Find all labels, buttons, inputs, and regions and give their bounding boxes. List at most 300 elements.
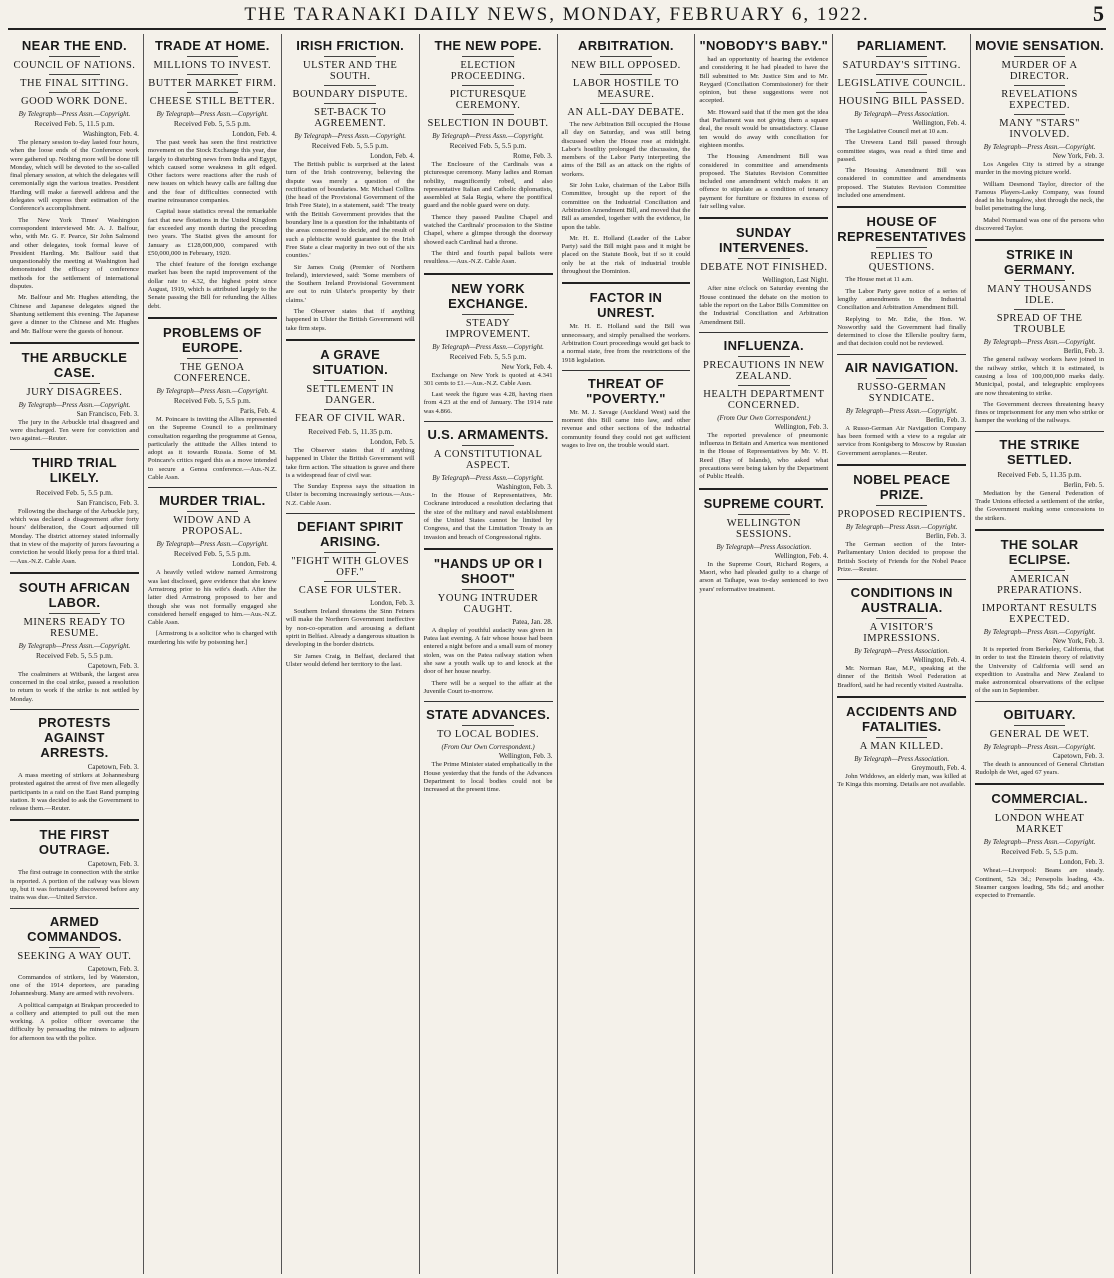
article-paragraph: The House met at 11 a.m. xyxy=(845,276,913,284)
article-headline: A GRAVE SITUATION. xyxy=(312,346,389,377)
article-subheadline: BUTTER MARKET FIRM. xyxy=(148,78,277,89)
article-subheadline: SEEKING A WAY OUT. xyxy=(17,950,132,962)
article-byline: By Telegraph—Press Association. xyxy=(854,110,950,118)
article xyxy=(699,38,828,211)
article-paragraph: had an opportunity of hearing the evidence and considering it he had pleaded to have the Bill submitted to Mr. Justice Sim and to Mr. Reygard (Conciliation Commissioner) for their opinion, but these suggestions were not accepted. xyxy=(699,56,829,105)
article-subheadline: GOOD WORK DONE. xyxy=(21,96,128,107)
dateline: Capetown, Feb. 3. xyxy=(87,661,139,670)
article-paragraph: The third and fourth papal ballots were resultless.—Aus.-N.Z. Cable Assn. xyxy=(423,249,553,266)
newspaper-title: THE TARANAKI DAILY NEWS, MONDAY, FEBRUARY 6, 1922. xyxy=(244,4,870,25)
article-byline: By Telegraph—Press Assn.—Copyright. xyxy=(18,641,131,650)
article-paragraph: The jury in the Arbuckle trial disagreed and were discharged. Ten were for conviction and two against.—Reuter. xyxy=(10,418,139,443)
article-headline: FACTOR IN UNREST. xyxy=(589,290,663,321)
article-paragraph: Thence they passed Pauline Chapel and watched the Cardinals' procession to the Sistine Chapel, where a glimpse through the doorway showed each Cardinal had a throne. xyxy=(423,213,553,246)
article-paragraph: There will be a sequel to the affair at the Juvenile Court to-morrow. xyxy=(423,679,553,695)
article-subheadline: CHEESE STILL BETTER. xyxy=(149,96,276,107)
headline-rule xyxy=(49,56,101,57)
dateline: Wellington, Feb. 4. xyxy=(774,551,829,560)
headline-rule xyxy=(49,383,101,384)
dateline: New York, Feb. 4. xyxy=(501,362,553,371)
article-subheadline: PROPOSED RECIPIENTS. xyxy=(837,508,966,520)
article-headline: INFLUENZA. xyxy=(723,337,804,353)
article-subheadline: A CONSTITUTIONAL ASPECT. xyxy=(433,449,543,472)
article-headline: ARBITRATION. xyxy=(578,38,674,53)
article-paragraph: Replying to Mr. Edie, the Hon. W. Nosworthy said the Government had finally determined to close the Ellerslie poultry farm, and that decision could not be reviewed. xyxy=(837,315,967,348)
received-time: Received Feb. 5, 11.35 p.m. xyxy=(308,426,393,436)
article-headline: THE STRIKE SETTLED. xyxy=(999,436,1080,467)
article-headline: HOUSE OF REPRESENTATIVES xyxy=(837,214,967,245)
dateline: Berlin, Feb. 3. xyxy=(1063,347,1104,356)
column-2 xyxy=(144,34,282,1274)
article-paragraph: Los Angeles City is stirred by a strange murder in the moving picture world. xyxy=(975,161,1104,177)
article-separator xyxy=(562,370,691,371)
article-subheadline: ULSTER AND THE SOUTH. xyxy=(303,60,398,82)
dateline: London, Feb. 3. xyxy=(370,599,415,608)
column-8 xyxy=(971,34,1108,1274)
article xyxy=(10,350,139,444)
dateline: London, Feb. 3. xyxy=(1059,858,1104,867)
article-paragraph: William Desmond Taylor, director of the Famous Players-Lasky Company, was found dead in his bungalow, shot through the neck, the bullet penetrating the lung. xyxy=(975,180,1104,213)
article-subheadline: HOUSING BILL PASSED. xyxy=(838,96,965,107)
article-subheadline: TO LOCAL BODIES. xyxy=(436,729,540,741)
article-subheadline: RUSSO-GERMAN SYNDICATE. xyxy=(857,381,947,404)
article-paragraph: Sir James Craig, in Belfast, declared that Ulster would defend her territory to the last. xyxy=(285,652,415,668)
article xyxy=(975,38,1104,233)
article xyxy=(148,493,277,647)
article-headline: THE ARBUCKLE CASE. xyxy=(21,349,128,380)
article xyxy=(975,537,1104,696)
article-paragraph: The past week has seen the first restrictive movement on the Stock Exchange this year, due largely to disturbing news from India and Egypt, which caused some weakness in gilt edged. Other factors were reactions after the rush of new issues on which heavy calls are falling due and the fear of difficulties connected with marine reinsurance companies. xyxy=(147,139,277,205)
headline-rule xyxy=(738,356,790,357)
dateline: Berlin, Feb. 3. xyxy=(925,415,967,424)
headline-rule xyxy=(187,92,239,93)
article-separator xyxy=(10,572,139,574)
article-paragraph: Exchange on New York is quoted at 4.341 301 cents to £1.—Aus.-N.Z. Cable Assn. xyxy=(423,371,553,387)
article-paragraph: A display of youthful audacity was given in Patea last evening. A fair whose house had been entered a night before and a small sum of money stolen, was on the Patea railway station when she saw a youth walk up to and knock at the door of her house nearby. xyxy=(423,626,553,676)
article-separator xyxy=(10,449,139,450)
article-subheadline: SELECTION IN DOUBT. xyxy=(427,118,549,129)
headline-rule xyxy=(1014,809,1066,810)
article-separator xyxy=(837,354,966,355)
article xyxy=(837,360,966,458)
headline-rule xyxy=(1014,85,1066,86)
headline-rule xyxy=(462,85,514,86)
headline-rule xyxy=(600,103,652,104)
article-byline: By Telegraph—Press Assn.—Copyright. xyxy=(156,386,269,395)
article-separator xyxy=(148,317,277,319)
dateline: Wellington, Feb. 4. xyxy=(912,119,967,127)
article-subheadline: AN ALL-DAY DEBATE. xyxy=(567,107,685,118)
article-headline: STATE ADVANCES. xyxy=(426,707,551,723)
article-paragraph: The general railway workers have joined in the railway strike, which it is estimated, is causing a loss of 100,000,000 marks daily. Municipal, postal, and telegraphic employees are now threatening to strike. xyxy=(975,356,1104,397)
headline-rule xyxy=(462,589,514,590)
article-subheadline: A VISITOR'S IMPRESSIONS. xyxy=(863,622,941,645)
article-headline: SUNDAY INTERVENES. xyxy=(718,225,809,256)
masthead xyxy=(8,0,1106,30)
headline-rule xyxy=(462,56,514,57)
article-paragraph: The Sunday Express says the situation in Ulster is becoming increasingly serious.—Aus.-N.Z. Cable Assn. xyxy=(285,483,415,507)
received-time: Received Feb. 5, 5.5 p.m. xyxy=(36,487,113,497)
article xyxy=(10,38,139,336)
article-subheadline: MINERS READY TO RESUME. xyxy=(23,616,126,639)
received-time: Received Feb. 5, 5.5 p.m. xyxy=(173,395,251,405)
article-separator xyxy=(837,206,966,208)
received-time: Received Feb. 5, 11.5 p.m. xyxy=(34,119,115,128)
dateline: London, Feb. 4. xyxy=(370,152,415,160)
received-time: Received Feb. 5, 5.5 p.m. xyxy=(173,549,251,559)
article-byline: By Telegraph—Press Assn.—Copyright. xyxy=(18,400,131,409)
article-paragraph: The Housing Amendment Bill was considered in committee and amendments proposed. The Statutes Revision Committee included one amendment which makes it an offence to stipulate as a condition of tenancy payment for furniture or fixtures in excess of fair selling value. xyxy=(699,153,829,211)
headline-rule xyxy=(876,247,928,248)
article-subheadline: COUNCIL OF NATIONS. xyxy=(13,60,136,71)
headline-rule xyxy=(876,56,928,57)
article-headline: THREAT OF "POVERTY." xyxy=(586,375,666,406)
article-paragraph: Mr. M. J. Savage (Auckland West) said the moment this Bill came into law, and other revenue and other sections of the industrial community found they could not get sufficient wages to live on, the trouble would start. xyxy=(561,408,691,450)
article-separator xyxy=(975,431,1104,432)
article-paragraph: Mr. Balfour and Mr. Hughes attending, the Chinese and Japanese delegates signed the Shantung settlement this evening. The Japanese gave a dinner to the Chinese and Mr. Hughes and Mr. Balfour were the guests of honour. xyxy=(10,294,139,335)
article xyxy=(286,38,415,333)
article-separator xyxy=(424,421,553,422)
article-paragraph: The German section of the Inter-Parliamentary Union decided to propose the British Society of Friends for the Nobel Peace Prize.—Reuter. xyxy=(837,540,967,573)
dateline: Wellington, Feb. 3. xyxy=(774,422,829,431)
article xyxy=(975,707,1104,778)
article xyxy=(10,914,139,1043)
article-headline: ARMED COMMANDOS. xyxy=(27,913,122,944)
article-subheadline: SPREAD OF THE TROUBLE xyxy=(996,313,1083,336)
article-subheadline: THE GENOA CONFERENCE. xyxy=(173,361,251,384)
headline-rule xyxy=(600,74,652,75)
columns-container xyxy=(6,34,1108,1274)
column-6 xyxy=(695,34,833,1274)
article-headline: SUPREME COURT. xyxy=(703,495,825,511)
article-subheadline: CASE FOR ULSTER. xyxy=(298,585,402,597)
article-headline: MURDER TRIAL. xyxy=(159,493,266,509)
column-1 xyxy=(6,34,144,1274)
dateline: London, Feb. 5. xyxy=(370,437,415,446)
article-separator xyxy=(10,908,139,909)
article-paragraph: Mr. H. E. Holland said the Bill was unnecessary, and simply penalised the workers. Arbitration Court proceedings would get back to a normal state, free from the restrictions of the 1918 legislation. xyxy=(561,323,691,364)
article xyxy=(975,247,1104,425)
article-subheadline: IMPORTANT RESULTS EXPECTED. xyxy=(981,602,1098,625)
article-headline: SOUTH AFRICAN LABOR. xyxy=(18,579,130,610)
article-separator xyxy=(286,513,415,514)
article-paragraph: John Widdows, an elderly man, was killed at Te Kinga this morning. Details are not available. xyxy=(837,773,967,789)
dateline: Capetown, Feb. 3. xyxy=(87,964,139,973)
headline-rule xyxy=(324,409,376,410)
article-subheadline: BOUNDARY DISPUTE. xyxy=(292,89,408,100)
article-headline: NEAR THE END. xyxy=(21,38,127,53)
received-time: Received Feb. 5, 5.5 p.m. xyxy=(1001,847,1078,857)
article-paragraph: Mabel Normand was one of the persons who discovered Taylor. xyxy=(975,216,1104,233)
article-paragraph: The new Arbitration Bill occupied the House all day on Saturday, and was still being discussed when the House rose at midnight. Labor's hostility prolonged the discussion, the members of the Labor Party interpreting the aims of the Bill as an attack on the rights of workers. xyxy=(561,121,691,178)
headline-rule xyxy=(738,258,790,259)
dateline: Paris, Feb. 4. xyxy=(240,406,277,415)
article-byline: By Telegraph—Press Assn.—Copyright. xyxy=(156,540,269,549)
dateline: London, Feb. 4. xyxy=(232,560,277,569)
article-paragraph: [Armstrong is a solicitor who is charged with murdering his wife by poisoning her.] xyxy=(147,630,277,646)
headline-rule xyxy=(738,514,790,515)
article-headline: COMMERCIAL. xyxy=(991,791,1088,807)
article-subheadline: A MAN KILLED. xyxy=(859,741,944,753)
headline-rule xyxy=(1014,725,1066,726)
article-subheadline: PICTURESQUE CEREMONY. xyxy=(449,89,527,111)
article-headline: "HANDS UP OR I SHOOT" xyxy=(433,555,543,586)
article xyxy=(837,585,966,690)
article-separator xyxy=(699,332,828,333)
article-paragraph: The British public is surprised at the latest turn of the Irish controversy, believing the dispute was merely a question of the rectification of boundaries. Mr. Michael Collins (the head of the Provisional Government of the Irish Free State), in a statement, said: 'The treaty with the British Government provides that the boundary line is a question for the inhabitants of the areas concerned to decide, and the result of such a plebiscite would guarantee to the Irish Free State a clear majority in two out of the six counties.' xyxy=(285,161,415,260)
article-separator xyxy=(424,273,553,275)
article-paragraph: It is reported from Berkeley, California, that in order to test the Einstein theory of relativity the University of California will send an expedition to Australia and New Zealand to make astronomical observations of the eclipse of the sun in September. xyxy=(975,645,1104,695)
article-separator xyxy=(562,282,691,284)
article-subheadline: JURY DISAGREES. xyxy=(26,386,123,398)
dateline: New York, Feb. 3. xyxy=(1052,636,1104,645)
dateline: Capetown, Feb. 3. xyxy=(1052,751,1104,760)
article xyxy=(10,715,139,813)
article-paragraph: Sir John Luke, chairman of the Labor Bills Committee, brought up the report of the committee on the Industrial Conciliation and Arbitration Amendment Bill, and moved that the Bill as amended, together with the evidence, lie upon the table. xyxy=(561,182,691,231)
article-paragraph: A heavily veiled widow named Armstrong was last disclosed, gave evidence that she knew Armstrong prior to his wife's death. After the latter died Armstrong proposed to her and though she was not formally engaged she considered herself engaged to him.—Aus.-N.Z. Cable Assn. xyxy=(147,569,277,627)
article-byline: By Telegraph—Press Assn.—Copyright. xyxy=(432,132,544,140)
article-headline: IRISH FRICTION. xyxy=(296,38,405,53)
article-separator xyxy=(837,579,966,580)
article xyxy=(975,791,1104,900)
article-paragraph: Last week the figure was 4.28, having risen from 4.23 at the end of January. The 1914 rate was 4.866. xyxy=(423,391,553,415)
article-paragraph: The Housing Amendment Bill was considered in committee and amendments proposed. The Statutes Revision Committee included one amendment. xyxy=(837,167,967,200)
article xyxy=(286,519,415,669)
article xyxy=(837,472,966,574)
article xyxy=(837,38,966,200)
headline-rule xyxy=(324,103,376,104)
article-paragraph: In the House of Representatives, Mr. Cockrane introduced a resolution declaring that the size of the military and naval establishment of the United States cannot be limited by Congress, and that the Limitation Treaty is an invasion and breach of Congressional rights. xyxy=(423,492,553,541)
dateline: London, Feb. 4. xyxy=(232,130,277,138)
article-paragraph: The Urewera Land Bill passed through committee stages, was read a third time and passed. xyxy=(837,139,967,163)
article-headline: NOBEL PEACE PRIZE. xyxy=(853,471,951,502)
article-headline: DEFIANT SPIRIT ARISING. xyxy=(297,519,404,550)
dateline: New York, Feb. 3. xyxy=(1052,152,1104,160)
article-paragraph: The first outrage in connection with the strike is reported. A portion of the railway was blown up, but it was fortunately discovered before any trains was due.—United Service. xyxy=(10,869,139,902)
article-subheadline: NEW BILL OPPOSED. xyxy=(571,60,681,71)
article-separator xyxy=(699,217,828,219)
article-paragraph: The New York Times' Washington correspondent interviewed Mr. A. J. Balfour, who, with Mr. G. F. Pearce, Sir John Salmond and other delegates, took formal leave of President Harding. Mr. Balfour said that unquestionably the meeting at Washington had demonstrated the efficacy of conference methods for the settlement of international disputes. xyxy=(10,216,139,291)
dateline: Patea, Jan. 28. xyxy=(512,617,553,626)
article-paragraph: The Observer states that if anything happened in Ulster the British Government will take firm steps. xyxy=(285,308,415,332)
article-subheadline: AMERICAN PREPARATIONS. xyxy=(996,573,1083,596)
dateline: Capetown, Feb. 3. xyxy=(87,860,139,869)
headline-rule xyxy=(1014,56,1066,57)
article-byline: By Telegraph—Press Assn.—Copyright. xyxy=(294,132,407,140)
headline-rule xyxy=(1014,309,1066,310)
headline-rule xyxy=(49,947,101,948)
article-byline: By Telegraph—Press Assn.—Copyright. xyxy=(983,627,1096,636)
headline-rule xyxy=(187,56,239,57)
article-separator xyxy=(424,548,553,550)
article-byline: By Telegraph—Press Assn.—Copyright. xyxy=(845,522,958,531)
article-paragraph: The Prime Minister stated emphatically in the House yesterday that the funds of the Advances Department to local bodies could not be increased at the present time. xyxy=(423,761,553,794)
article-subheadline: LEGISLATIVE COUNCIL. xyxy=(837,78,966,89)
headline-rule xyxy=(876,505,928,506)
article-headline: MOVIE SENSATION. xyxy=(975,38,1104,53)
article-headline: PARLIAMENT. xyxy=(856,38,947,53)
article-subheadline: MURDER OF A DIRECTOR. xyxy=(1001,60,1078,82)
article-paragraph: The chief feature of the foreign exchange market has been the rapid improvement of the dollar rate to 4.32, the highest point since August, 1919, which is attributed largely to the Senate passing the Bill for refunding the Allies debt. xyxy=(147,261,277,310)
dateline: Wellington, Last Night. xyxy=(762,276,829,285)
article xyxy=(837,214,966,348)
headline-rule xyxy=(324,552,376,553)
article-paragraph: In the Supreme Court, Richard Rogers, a Maori, who had pleaded guilty to a charge of arson at Taihape, was to-day sentenced to two years' reformative treatment. xyxy=(699,560,829,593)
article xyxy=(699,225,828,326)
article-separator xyxy=(10,709,139,710)
article xyxy=(10,827,139,902)
headline-rule xyxy=(187,74,239,75)
headline-rule xyxy=(876,74,928,75)
article-subheadline: REVELATIONS EXPECTED. xyxy=(1001,89,1078,111)
article-headline: STRIKE IN GERMANY. xyxy=(1004,247,1076,278)
article-separator xyxy=(699,488,828,490)
article-byline: By Telegraph—Press Association. xyxy=(854,647,950,656)
article-separator xyxy=(975,701,1104,702)
article-headline: AIR NAVIGATION. xyxy=(844,359,959,375)
headline-rule xyxy=(324,85,376,86)
article-subheadline: SETTLEMENT IN DANGER. xyxy=(306,383,395,406)
headline-rule xyxy=(324,56,376,57)
article-subheadline: YOUNG INTRUDER CAUGHT. xyxy=(437,592,539,615)
article-paragraph: The reported prevalence of pneumonic influenza in Britain and America was mentioned in the House of Representatives by Mr. V. H. Reed (Bay of Islands), who asked what precautions were being taken by the Department of Public Health. xyxy=(699,431,829,481)
article-subheadline: "FIGHT WITH GLOVES OFF." xyxy=(291,556,410,579)
article xyxy=(699,338,828,482)
article-separator xyxy=(837,696,966,698)
article-byline: By Telegraph—Press Assn.—Copyright. xyxy=(983,742,1096,751)
article xyxy=(424,281,553,416)
headline-rule xyxy=(1014,570,1066,571)
headline-rule xyxy=(462,114,514,115)
article-separator xyxy=(837,464,966,466)
headline-rule xyxy=(738,385,790,386)
headline-rule xyxy=(462,314,514,315)
article-headline: THE NEW POPE. xyxy=(434,38,542,53)
headline-rule xyxy=(462,445,514,446)
article-subheadline: WELLINGTON SESSIONS. xyxy=(726,517,801,540)
article-subheadline: THE FINAL SITTING. xyxy=(20,78,129,89)
headline-rule xyxy=(324,380,376,381)
article-paragraph: The death is announced of General Christian Rudolph de Wet, aged 67 years. xyxy=(975,760,1104,777)
dateline: San Francisco, Feb. 3. xyxy=(76,409,139,418)
headline-rule xyxy=(187,511,239,512)
article-paragraph: The plenary session to-day lasted four hours, when the loose ends of the Conference work were gathered up. Nothing more will be done till Monday, which will be devoted to the so-called final plenary session, at which the delegates will ceremonially sign the various treaties. President Harding will make a farewell address and the delegates will express their estimation of the Conference's accomplishment. xyxy=(10,139,139,213)
article-byline: By Telegraph—Press Association. xyxy=(716,542,812,551)
article-byline: By Telegraph—Press Assn.—Copyright. xyxy=(432,474,544,483)
article-headline: PROBLEMS OF EUROPE. xyxy=(162,324,262,355)
article-subheadline: DEBATE NOT FINISHED. xyxy=(700,262,828,274)
article-paragraph: A political campaign at Brakpan proceeded to a colliery and attempted to pull out the men working. A police officer overcame the difficulty by persuading the miners to adjourn for afternoon tea with the police. xyxy=(10,1001,139,1042)
article-subheadline: PRECAUTIONS IN NEW ZEALAND. xyxy=(703,359,825,382)
article-headline: U.S. ARMAMENTS. xyxy=(427,427,549,443)
article xyxy=(424,556,553,696)
dateline: Capetown, Feb. 3. xyxy=(87,762,139,771)
article-headline: ACCIDENTS AND FATALITIES. xyxy=(846,704,958,735)
article-subheadline: GENERAL DE WET. xyxy=(989,728,1090,740)
headline-rule xyxy=(876,618,928,619)
headline-rule xyxy=(187,358,239,359)
article-separator xyxy=(975,239,1104,241)
article-separator xyxy=(975,783,1104,785)
received-time: Received Feb. 5, 5.5 p.m. xyxy=(449,351,527,361)
column-3 xyxy=(282,34,420,1274)
article-byline: By Telegraph—Press Assn.—Copyright. xyxy=(156,110,269,118)
article-separator xyxy=(286,339,415,341)
headline-rule xyxy=(1014,599,1066,600)
article-paragraph: The Observer states that if anything happened in Ulster the British Government will take firm action. The situation is grave and there is a widespread fear of civil war. xyxy=(285,446,415,479)
received-time: Received Feb. 5, 5.5 p.m. xyxy=(36,650,113,660)
article xyxy=(424,427,553,542)
page-number: 5 xyxy=(1093,1,1104,26)
article-paragraph: Following the discharge of the Arbuckle jury, which was declared a disagreement after forty hours' deliberation, the Court adjourned till Monday. The district attorney stated informally that in view of the majority of jurors favouring a conviction he would likely press for a third trial.—Aus.-N.Z. Cable Assn. xyxy=(10,507,139,565)
article-paragraph: Mr. H. E. Holland (Leader of the Labor Party) said the Bill might pass and it might be placed on the Statute Book, but if so it could only be at the risk of industrial trouble throughout the Dominion. xyxy=(561,234,691,276)
article-byline: By Telegraph—Press Assn.—Copyright. xyxy=(983,338,1096,347)
headline-rule xyxy=(1014,114,1066,115)
article-headline: NEW YORK EXCHANGE. xyxy=(448,280,529,311)
article-separator xyxy=(10,819,139,821)
headline-rule xyxy=(49,74,101,75)
headline-rule xyxy=(600,56,652,57)
article-byline: (From Our Own Correspondent.) xyxy=(441,743,535,752)
article xyxy=(699,496,828,594)
article-subheadline: LONDON WHEAT MARKET xyxy=(994,813,1085,836)
article-paragraph: The coalminers at Witbank, the largest area concerned in the coal strike, passed a resolution to return to work if the strike is not settled by Monday. xyxy=(10,670,139,703)
article xyxy=(286,347,415,508)
headline-rule xyxy=(49,92,101,93)
article-paragraph: Capital issue statistics reveal the remarkable fact that new flotations in the United Kingdom far exceeded any month during the preceding two years. The Statist gives the amount for January as £128,000,000, compared with £50,000,000 in February, 1920. xyxy=(147,208,277,257)
headline-rule xyxy=(324,581,376,582)
dateline: Greymouth, Feb. 4. xyxy=(911,764,967,773)
article-paragraph: Mr. Howard said that if the men got the idea that Parliament was not giving them a square deal, the result would be unsatisfactory. Clause ten would do away with conciliation for eighteen months. xyxy=(699,108,829,149)
dateline: Washington, Feb. 3. xyxy=(496,483,553,492)
article-byline: By Telegraph—Press Assn.—Copyright. xyxy=(983,838,1096,847)
article xyxy=(562,38,691,276)
article-paragraph: A Russo-German Air Navigation Company has been formed with a view to a regular air service from Konigsberg to Moscow by Russian Government aeroplanes.—Reuter. xyxy=(837,424,967,457)
article-paragraph: M. Poincare is inviting the Allies represented on the Supreme Council to a preliminary consultation regarding the programme at Genoa, particularly the attitude the Allies intend to adopt as it towards Russia. Some of M. Poincare's critics regard this as a move intended to secure a Genoa conference.—Aus.-N.Z. Cable Assn. xyxy=(147,415,277,482)
column-4 xyxy=(420,34,558,1274)
article xyxy=(562,376,691,450)
article-paragraph: A mass meeting of strikers at Johannesburg protested against the arrest of five men allegedly participants in a raid on the East Rand pumping station. It was decided to ask the Government to release them.—Reuter. xyxy=(10,771,139,813)
headline-rule xyxy=(1014,280,1066,281)
article xyxy=(148,38,277,311)
article xyxy=(10,580,139,704)
article xyxy=(562,290,691,364)
article-byline: By Telegraph—Press Assn.—Copyright. xyxy=(18,110,131,118)
article-subheadline: MANY "STARS" INVOLVED. xyxy=(999,118,1080,140)
article-byline: By Telegraph—Press Association. xyxy=(854,755,950,764)
article-paragraph: The Legislative Council met at 10 a.m. xyxy=(845,128,949,135)
article-paragraph: Sir James Craig (Premier of Northern Ireland), interviewed, said: 'Some members of the Southern Ireland Provisional Government are out to ruin Ulster's prosperity by their claims.' xyxy=(285,263,415,304)
article-headline: THE SOLAR ECLIPSE. xyxy=(1000,536,1079,567)
article-headline: THIRD TRIAL LIKELY. xyxy=(31,454,117,485)
article-headline: "NOBODY'S BABY." xyxy=(699,38,829,53)
received-time: Received Feb. 5, 11.35 p.m. xyxy=(997,469,1082,479)
headline-rule xyxy=(462,725,514,726)
article-paragraph: The Government decrees threatening heavy fines or imprisonment for any men who strike or hamper the working of the railways. xyxy=(975,400,1104,425)
article xyxy=(10,455,139,566)
article-headline: OBITUARY. xyxy=(1003,706,1076,722)
article-separator xyxy=(424,701,553,702)
article-paragraph: Southern Ireland threatens the Sinn Feiners will make the Northern Government ineffective by non-co-operation and arousing a defiant spirit in Belfast. Already a dangerous situation is developing in the border districts. xyxy=(285,608,415,649)
headline-rule xyxy=(876,92,928,93)
article-separator xyxy=(10,342,139,344)
article-separator xyxy=(148,487,277,488)
headline-rule xyxy=(49,613,101,614)
dateline: Wellington, Feb. 4. xyxy=(912,656,967,665)
article-headline: TRADE AT HOME. xyxy=(154,38,270,53)
headline-rule xyxy=(876,378,928,379)
article-paragraph: Mr. Norman Rae, M.P., speaking at the dinner of the British Wool Federation at Bradford, said he had recently visited Australia. xyxy=(837,665,967,689)
